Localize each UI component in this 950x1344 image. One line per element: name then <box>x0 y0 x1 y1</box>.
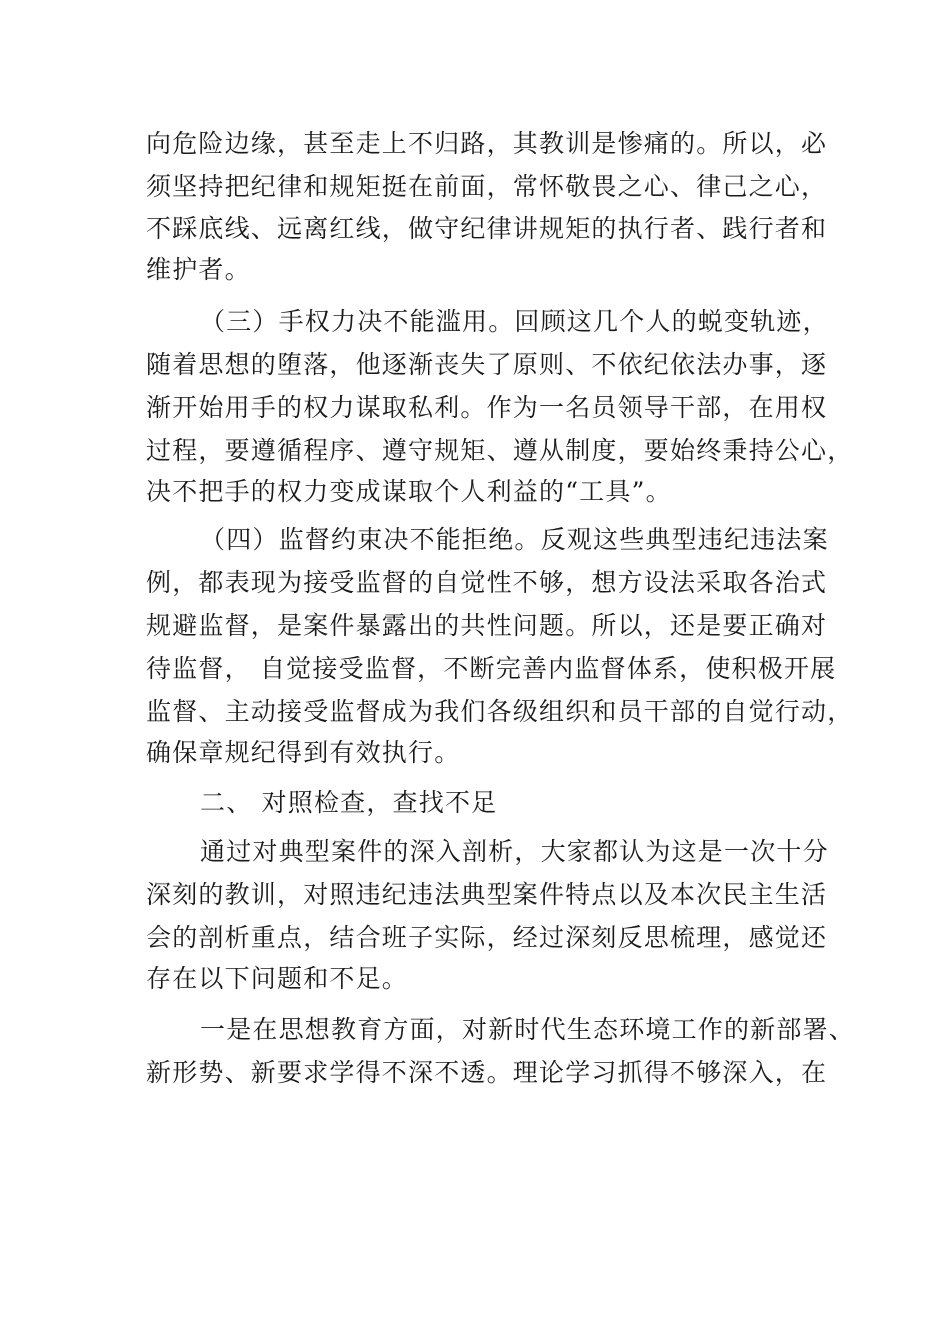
text-line: 规避监督，是案件暴露出的共性问题。所以，还是要正确对 <box>146 611 828 640</box>
text-line: 通过对典型案件的深入剖析，大家都认为这是一次十分 <box>200 837 829 866</box>
text-line: 随着思想的堕落，他逐渐丧失了原则、不依纪依法办事，逐 <box>146 350 828 379</box>
section-heading: 二、 对照检查，查找不足 <box>200 788 498 817</box>
text-line: 存在以下问题和不足。 <box>146 964 409 993</box>
text-line: 决不把手的权力变成谋取个人利益的“工具”。 <box>146 477 672 506</box>
text-line: 不踩底线、远离红线，做守纪律讲规矩的执行者、践行者和 <box>146 214 828 243</box>
text-line: 确保章规纪得到有效执行。 <box>146 738 461 767</box>
text-line: 向危险边缘，甚至走上不归路，其教训是惨痛的。所以，必 <box>146 129 828 158</box>
text-line: 一是在思想教育方面，对新时代生态环境工作的新部署、 <box>200 1015 856 1044</box>
text-line: 深刻的教训，对照违纪违法典型案件特点以及本次民主生活 <box>146 880 828 909</box>
paragraph-heading-four: （四）监督约束决不能拒绝。反观这些典型违纪违法案 <box>200 525 829 554</box>
text-line: 监督、主动接受监督成为我们各级组织和员干部的自觉行动， <box>146 697 854 726</box>
paragraph-heading-three: （三）手权力决不能滥用。回顾这几个人的蜕变轨迹， <box>200 307 829 336</box>
text-line: 会的剖析重点，结合班子实际，经过深刻反思梳理，感觉还 <box>146 923 828 952</box>
text-line: 例，都表现为接受监督的自觉性不够，想方设法采取各治式 <box>146 568 828 597</box>
text-line: 须坚持把纪律和规矩挺在前面，常怀敬畏之心、律己之心， <box>146 172 828 201</box>
text-line: 新形势、新要求学得不深不透。理论学习抓得不够深入，在 <box>146 1058 828 1087</box>
text-line: 维护者。 <box>146 255 251 284</box>
text-line: 待监督， 自觉接受监督，不断完善内监督体系，使积极开展 <box>146 654 837 683</box>
text-line: 渐开始用手的权力谋取私利。作为一名员领导干部，在用权 <box>146 393 828 422</box>
text-line: 过程，要遵循程序、遵守规矩、遵从制度，要始终秉持公心， <box>146 436 854 465</box>
